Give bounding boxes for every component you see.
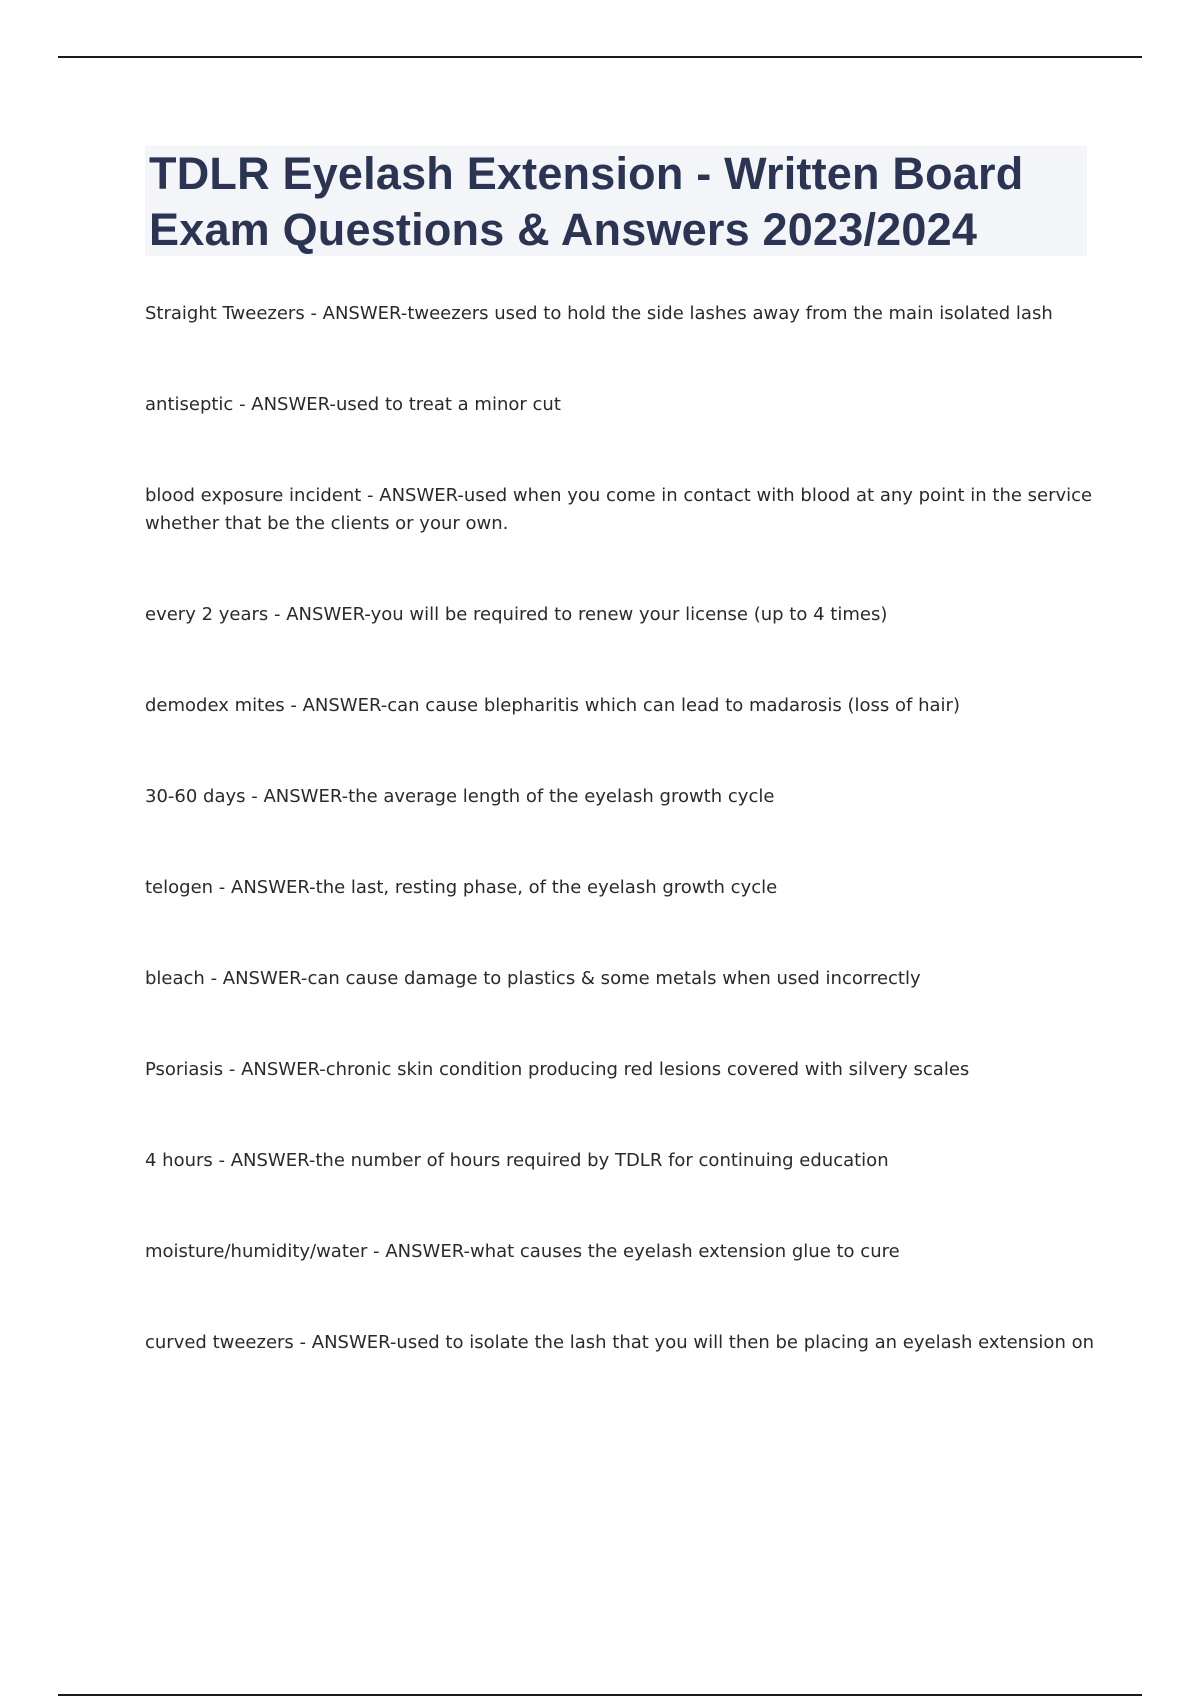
qa-term: Straight Tweezers — [145, 303, 305, 324]
qa-term: blood exposure incident — [145, 485, 362, 506]
qa-separator: - ANSWER- — [284, 695, 388, 716]
qa-term: every 2 years — [145, 604, 269, 625]
qa-term: bleach — [145, 968, 205, 989]
qa-item — [145, 391, 1095, 482]
qa-separator: - ANSWER- — [233, 394, 336, 415]
qa-answer: chronic skin condition producing red lesions covered with silvery scales — [325, 1059, 970, 1080]
qa-answer: tweezers used to hold the side lashes away from the main isolated lash — [407, 303, 1053, 324]
qa-answer: what causes the eyelash extension glue to cure — [469, 1241, 900, 1262]
qa-separator: - ANSWER- — [304, 303, 408, 324]
qa-answer: used to isolate the lash that you will then be placing an eyelash extension on — [396, 1332, 1094, 1353]
qa-separator: - ANSWER- — [245, 786, 349, 807]
qa-list — [145, 300, 1095, 1420]
qa-separator: - ANSWER- — [223, 1059, 326, 1080]
qa-answer: the number of hours required by TDLR for continuing education — [315, 1150, 889, 1171]
title-block — [145, 146, 1087, 256]
qa-item — [145, 692, 1095, 783]
qa-item — [145, 482, 1095, 601]
top-rule — [58, 56, 1142, 58]
qa-answer: used to treat a minor cut — [335, 394, 561, 415]
qa-separator: - ANSWER- — [212, 1150, 316, 1171]
qa-item — [145, 1147, 1095, 1238]
qa-term: moisture/humidity/water — [145, 1241, 368, 1262]
qa-term: 4 hours — [145, 1150, 213, 1171]
qa-item — [145, 783, 1095, 874]
qa-term: demodex mites — [145, 695, 285, 716]
qa-separator: - ANSWER- — [204, 968, 308, 989]
qa-answer: used when you come in contact with blood at any point in the service whether that be the clients or your own. — [145, 485, 1093, 534]
qa-item — [145, 1329, 1095, 1420]
qa-term: telogen — [145, 877, 214, 898]
qa-separator: - ANSWER- — [293, 1332, 397, 1353]
qa-separator: - ANSWER- — [213, 877, 316, 898]
qa-item — [145, 300, 1095, 391]
qa-term: curved tweezers — [145, 1332, 294, 1353]
qa-answer: you will be required to renew your license (up to 4 times) — [370, 604, 888, 625]
qa-answer: can cause damage to plastics & some metals when used incorrectly — [307, 968, 921, 989]
qa-term: antiseptic — [145, 394, 234, 415]
qa-answer: the average length of the eyelash growth cycle — [348, 786, 775, 807]
qa-separator: - ANSWER- — [361, 485, 464, 506]
qa-separator: - ANSWER- — [367, 1241, 470, 1262]
page-title: TDLR Eyelash Extension - Written Board Exam Questions & Answers 2023/2024 — [149, 148, 1024, 255]
bottom-rule — [58, 1694, 1142, 1696]
qa-item — [145, 1238, 1095, 1329]
qa-separator: - ANSWER- — [268, 604, 371, 625]
qa-answer: the last, resting phase, of the eyelash growth cycle — [315, 877, 778, 898]
qa-item — [145, 1056, 1095, 1147]
qa-item — [145, 965, 1095, 1056]
qa-term: 30-60 days — [145, 786, 246, 807]
qa-item — [145, 874, 1095, 965]
qa-item — [145, 601, 1095, 692]
qa-term: Psoriasis — [145, 1059, 224, 1080]
qa-answer: can cause blepharitis which can lead to madarosis (loss of hair) — [387, 695, 960, 716]
